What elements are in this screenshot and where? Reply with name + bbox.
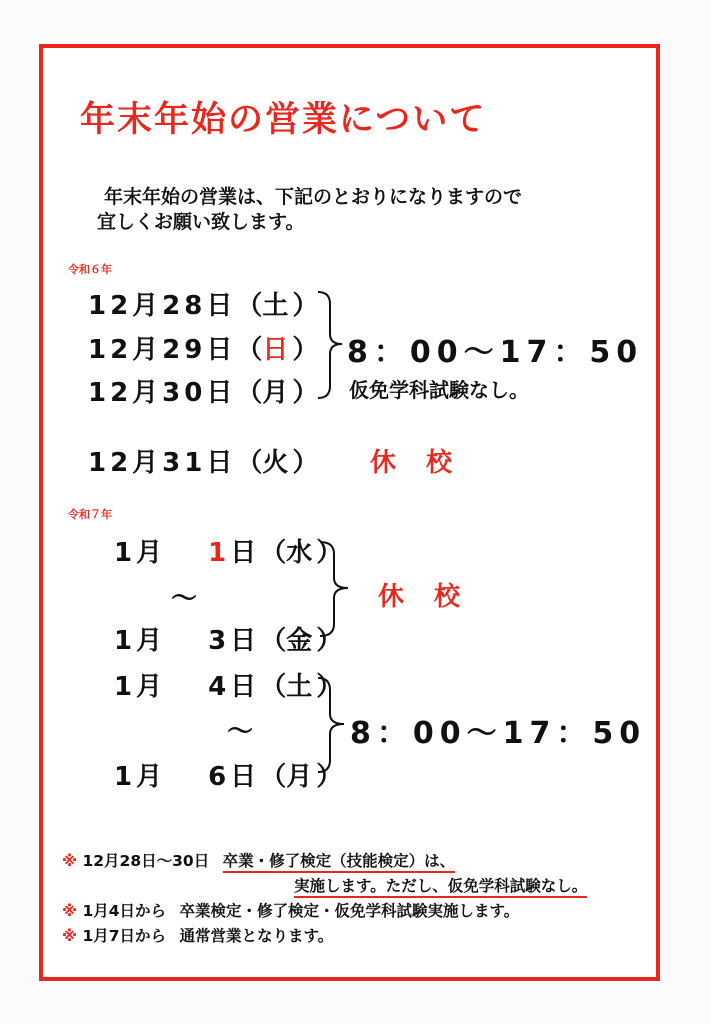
row-dow-sunday: 日	[262, 335, 293, 365]
schedule-row-dec30: 12月30日（月）	[88, 378, 319, 408]
closed-label-jan: 休校	[378, 582, 491, 612]
note-1-line-1	[62, 849, 455, 871]
row-dow: 月	[262, 378, 293, 408]
row-day: 3日	[208, 626, 261, 656]
schedule-row-dec31: 12月31日（火）	[88, 448, 319, 478]
schedule-row-jan4: 1月 4日（土）	[114, 672, 343, 702]
intro-line-1: 年末年始の営業は、下記のとおりになりますので	[104, 186, 523, 208]
row-day-holiday: 1	[208, 538, 231, 568]
schedule-row-jan1: 1月 1日（水）	[114, 538, 343, 568]
note-1-line-2	[294, 874, 587, 896]
closed-label-dec31: 休校	[370, 448, 483, 478]
note-mark: ※	[62, 927, 78, 945]
brace-r7-closed	[318, 540, 354, 638]
row-dow: 火	[262, 448, 293, 478]
note-3	[62, 924, 333, 946]
row-dow: 金	[286, 626, 317, 656]
hours-r7: 8：00～17：50	[350, 716, 647, 751]
row-dow: 水	[286, 538, 317, 568]
note-1-text-2: 実施します。ただし、仮免学科試験なし。	[294, 877, 587, 898]
row-date: 12月29日	[88, 335, 237, 365]
intro-line-2: 宜しくお願い致します。	[97, 211, 305, 233]
note-3-text: 通常営業となります。	[179, 927, 334, 945]
era-label-r6: 令和６年	[68, 263, 112, 276]
range-tilde-open: ～	[227, 717, 254, 747]
row-date: 12月28日	[88, 291, 237, 321]
row-month: 1月	[114, 538, 167, 568]
era-label-r7: 令和７年	[68, 508, 112, 521]
row-month: 1月	[114, 762, 167, 792]
row-day: 4日	[208, 672, 261, 702]
page-title: 年末年始の営業について	[80, 100, 487, 140]
row-dow: 土	[262, 291, 293, 321]
row-date: 12月30日	[88, 378, 237, 408]
row-date: 12月31日	[88, 448, 237, 478]
note-3-date: 1月7日から	[82, 927, 167, 945]
row-dow: 月	[286, 762, 317, 792]
schedule-row-dec29: 12月29日（日）	[88, 335, 319, 365]
note-2-date: 1月4日から	[82, 902, 167, 920]
schedule-row-jan6: 1月 6日（月）	[114, 762, 343, 792]
note-mark: ※	[62, 902, 78, 920]
note-2-text: 卒業検定・修了検定・仮免学科試験実施します。	[179, 902, 520, 920]
hours-r6: 8：00～17：50	[347, 335, 644, 370]
note-1-date: 12月28日～30日	[82, 852, 210, 870]
brace-r7-open	[316, 676, 348, 774]
note-1-text-1: 卒業・修了検定（技能検定）は、	[223, 852, 456, 873]
note-2	[62, 899, 519, 921]
row-month: 1月	[114, 626, 167, 656]
range-tilde-closed: ～	[171, 584, 198, 614]
brace-r6-open	[316, 290, 346, 400]
schedule-row-jan3: 1月 3日（金）	[114, 626, 343, 656]
exam-note-r6: 仮免学科試験なし。	[349, 378, 529, 402]
row-dow: 土	[286, 672, 317, 702]
row-month: 1月	[114, 672, 167, 702]
note-mark: ※	[62, 852, 78, 870]
schedule-row-dec28: 12月28日（土）	[88, 291, 319, 321]
row-day: 6日	[208, 762, 261, 792]
